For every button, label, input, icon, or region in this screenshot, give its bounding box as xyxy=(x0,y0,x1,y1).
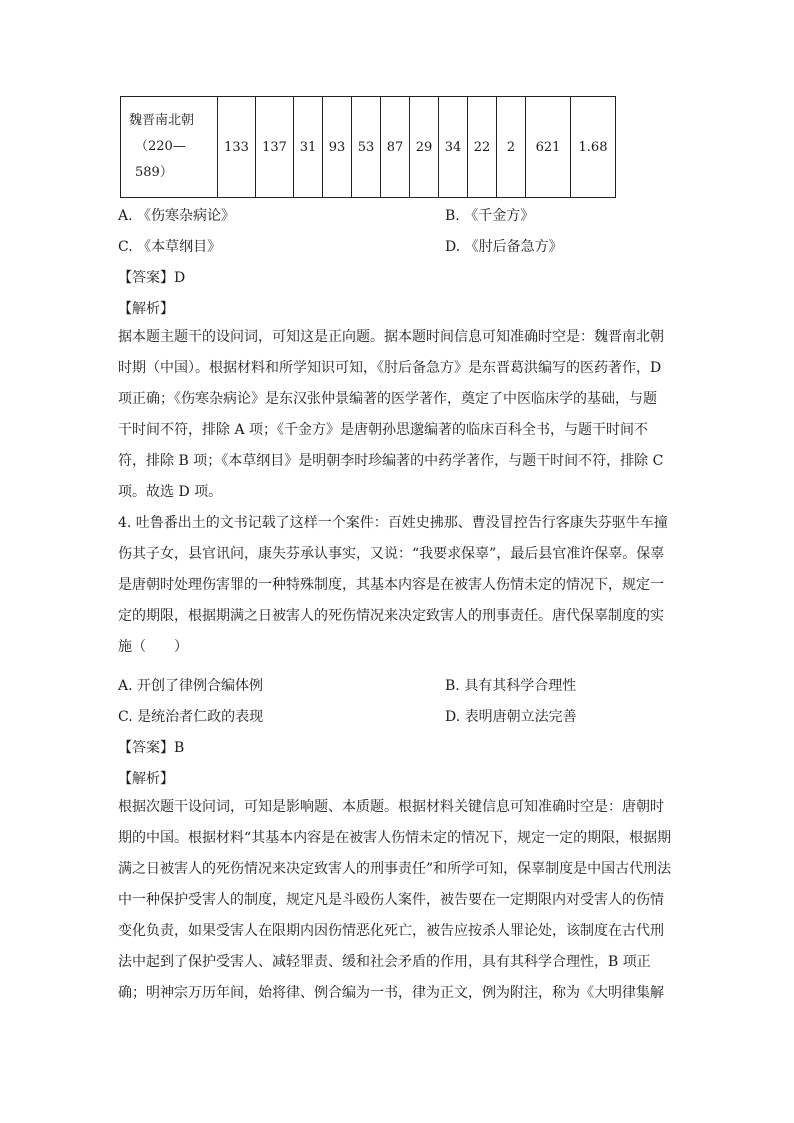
text-line: 项。故选 D 项。 xyxy=(118,484,223,500)
q4-option-a: A. 开创了律例合编体例 xyxy=(118,678,264,694)
q3-analysis-label: 【解析】 xyxy=(118,301,174,317)
table-cell: 29 xyxy=(410,97,439,198)
q3-answer: 【答案】D xyxy=(118,270,186,286)
text-line: 干时间不符，排除 A 项；《千金方》是唐朝孙思邈编著的临床百科全书，与题干时间不 xyxy=(118,422,649,438)
text-line: 定的期限，根据期满之日被害人的死伤情况来决定致害人的刑事责任。唐代保辜制度的实 xyxy=(118,608,664,624)
text-line: 4. 吐鲁番出土的文书记载了这样一个案件：百姓史拂那、曹没冒控告行客康失芬驱牛车撞 xyxy=(118,515,668,531)
table-row xyxy=(121,97,616,198)
text-line: 符，排除 B 项；《本草纲目》是明朝李时珍编著的中药学著作，与题干时间不符，排除 C xyxy=(118,453,664,469)
text-line: 法中起到了保护受害人、减轻罪责、缓和社会矛盾的作用，具有其科学合理性，B 项正 xyxy=(118,954,651,970)
q3-option-d: D. 《肘后备急方》 xyxy=(445,239,563,255)
text-line: 满之日被害人的死伤情况来决定致害人的刑事责任”和所学可知，保辜制度是中国古代刑法 xyxy=(118,861,672,877)
text-line: 期的中国。根据材料“其基本内容是在被害人伤情未定的情况下，规定一定的期限，根据期 xyxy=(118,830,672,846)
text-line: 时期（中国）。根据材料和所学知识可知，《肘后备急方》是东晋葛洪编写的医药著作，D xyxy=(118,360,662,376)
table-cell: 1.68 xyxy=(571,97,616,198)
table-cell: 87 xyxy=(381,97,410,198)
q4-answer: 【答案】B xyxy=(118,740,185,756)
q3-analysis-text xyxy=(118,322,664,508)
table-cell: 34 xyxy=(439,97,468,198)
text-line: 据本题主题干的设问词，可知这是正向题。据本题时间信息可知准确时空是：魏晋南北朝 xyxy=(118,329,664,345)
table-cell: 31 xyxy=(294,97,323,198)
text-line: 是唐朝时处理伤害罪的一种特殊制度，其基本内容是在被害人伤情未定的情况下，规定一 xyxy=(118,577,664,593)
table-cell: 93 xyxy=(323,97,352,198)
table-cell: 22 xyxy=(468,97,497,198)
data-table xyxy=(120,96,616,198)
table-cell: 2 xyxy=(497,97,526,198)
q4-option-d: D. 表明唐朝立法完善 xyxy=(445,709,577,725)
text-line: 项正确；《伤寒杂病论》是东汉张仲景编著的医学著作，奠定了中医临床学的基础，与题 xyxy=(118,391,657,407)
text-line: 施（ ） xyxy=(118,639,188,655)
q4-option-b: B. 具有其科学合理性 xyxy=(445,678,577,694)
row-label-period: 魏晋南北朝 xyxy=(129,113,195,128)
q4-option-c: C. 是统治者仁政的表现 xyxy=(118,709,264,725)
table-cell: 53 xyxy=(352,97,381,198)
table-cell: 137 xyxy=(256,97,294,198)
table-cell: 133 xyxy=(218,97,256,198)
row-header-cell xyxy=(121,97,218,198)
text-line: 根据次题干设问词，可知是影响题、本质题。根据材料关键信息可知准确时空是：唐朝时 xyxy=(118,799,664,815)
table-cell: 621 xyxy=(526,97,571,198)
text-line: 中一种保护受害人的制度，规定凡是斗殴伤人案件，被告要在一定期限内对受害人的伤情 xyxy=(118,892,664,908)
text-line: 变化负责，如果受害人在限期内因伤情恶化死亡，被告应按杀人罪论处，该制度在古代刑 xyxy=(118,923,664,939)
q4-analysis-text xyxy=(118,792,672,1009)
row-label-years: （220—589） xyxy=(135,139,186,180)
text-line: 伤其子女，县官讯问，康失芬承认事实，又说：“我要求保辜”，最后县官准许保辜。保辜 xyxy=(118,546,665,562)
q3-option-c: C. 《本草纲目》 xyxy=(118,239,222,255)
q3-option-a: A. 《伤寒杂病论》 xyxy=(118,208,236,224)
text-line: 确；明神宗万历年间，始将律、例合编为一书，律为正文，例为附注，称为《大明律集解 xyxy=(118,985,664,1001)
q4-stem xyxy=(118,508,668,663)
q3-option-b: B. 《千金方》 xyxy=(445,208,535,224)
q4-analysis-label: 【解析】 xyxy=(118,771,174,787)
